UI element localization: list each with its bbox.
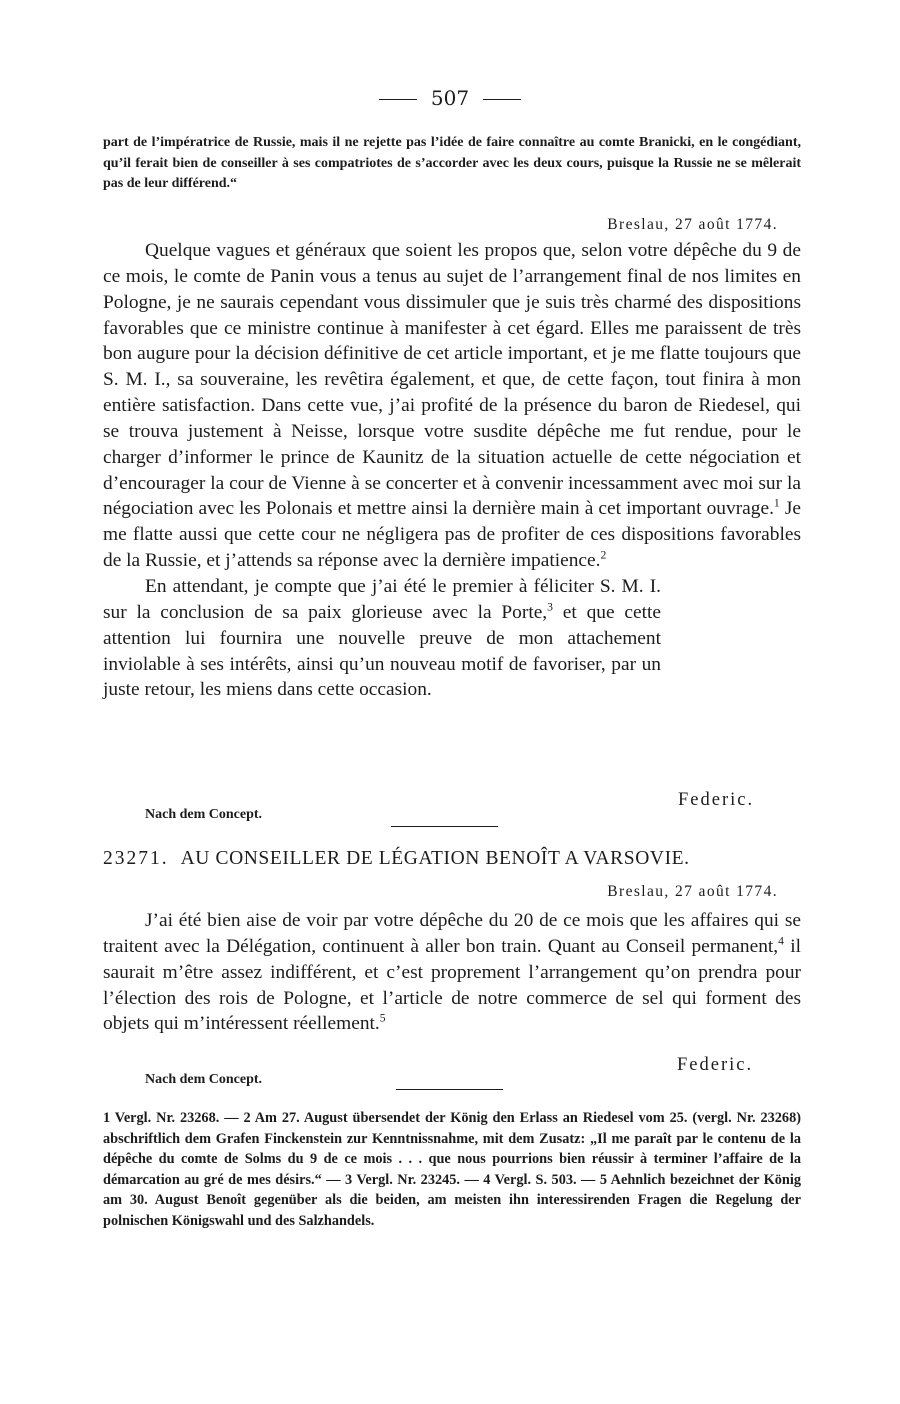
- letter1-signature: Federic.: [678, 790, 755, 810]
- letter1-dateline: Breslau, 27 août 1774.: [607, 216, 778, 233]
- letter1-source-note: Nach dem Concept.: [145, 807, 263, 822]
- page-number: [0, 86, 900, 110]
- letter1-body: [103, 238, 801, 703]
- letter2-heading: [103, 848, 803, 870]
- letter1-paragraph-1: Quelque vagues et généraux que soient les propos que, selon votre dépêche du 9 de ce mois, le comte de Panin vous a tenus au sujet de l’arrangement final de nos limites en Pologne, je ne saurais cependant vous dissimuler que je suis très charmé des dispositions favorables que ce ministre continue à manifester à cet égard. Elles me paraissent de très bon augure pour la décision définitive de cet article important, et je me flatte toujours que S. M. I., sa souveraine, les revêtira également, et que, de cette façon, tout finira à mon entière satisfaction. Dans cette vue, j’ai profité de la présence du baron de Riedesel, qui se trouva justement à Neisse, lorsque votre susdite dépêche me fut rendue, pour le charger d’informer le prince de Kaunitz de la situation actuelle de cette négociation et d’encourager la cour de Vienne à se concerter et à convenir incessamment avec moi sur la négociation avec les Polonais et mettre ainsi la dernière main à cet important ouvrage.$^1$ Je me flatte aussi que cette cour ne négligera pas de profiter de ces dispositions favorables de la Russie, et j’attends sa réponse avec la dernière impatience.$^2$: [103, 240, 801, 572]
- footnotes: 1 Vergl. Nr. 23268. — 2 Am 27. August übersendet der König den Erlass an Riedesel vom 25. (vergl. Nr. 23268) abschriftlich dem Grafen Finckenstein zur Kenntnissnahme, mit dem Zusatz: „Il me paraît par le contenu de la dépêche du comte de Solms du 9 de ce mois . . . que nous pourrions bien réussir à terminer l’affaire de la démarcation au gré de mes désirs.“ — 3 Vergl. Nr. 23245. — 4 Vergl. S. 503. — 5 Aehnlich bezeichnet der König am 30. August Benoît gegenüber als die beiden, am meisten ihn interessirenden Fragen die Regelung der polnischen Königswahl und des Salzhandels.: [103, 1110, 801, 1229]
- letter1-paragraph-2: En attendant, je compte que j’ai été le premier à féliciter S. M. I. sur la conclusion de sa paix glorieuse avec la Porte,$^3$ et que cette attention lui fournira une nouvelle preuve de mon attachement inviolable à ses intérêts, ainsi qu’un nouveau motif de favoriser, par un juste retour, les miens dans cette occasion.: [103, 575, 661, 701]
- footnote-ref-1: 1: [773, 496, 780, 510]
- footnote-ref-4: 4: [778, 934, 784, 948]
- letter2-number: 23271.: [103, 848, 169, 869]
- page-number-value: 507: [430, 86, 470, 110]
- page-number-dash-left: [379, 99, 417, 100]
- letter2-signature: Federic.: [677, 1055, 754, 1075]
- letter2-dateline: Breslau, 27 août 1774.: [607, 883, 778, 900]
- letter2-body: [103, 908, 801, 1037]
- footnote-ref-2: 2: [600, 548, 607, 562]
- page-number-dash-right: [483, 99, 521, 100]
- footnote-ref-3: 3: [547, 600, 553, 614]
- section-divider-1: [391, 826, 498, 827]
- footnote-ref-5: 5: [379, 1011, 386, 1025]
- letter2-source-note: Nach dem Concept.: [145, 1072, 263, 1087]
- letter2-paragraph-1: J’ai été bien aise de voir par votre dépêche du 20 de ce mois que les affaires qui se traitent avec la Délégation, continuent à aller bon train. Quant au Conseil permanent,$^4$ il saurait m’être assez indifférent, et c’est proprement l’arrangement qu’on prendra pour l’élection des rois de Pologne, et l’article de notre commerce de sel qui forment des objets qui m’intéressent réellement.$^5$: [103, 910, 801, 1035]
- letter2-title: AU CONSEILLER DE LÉGATION BENOÎT A VARSOVIE.: [180, 848, 690, 869]
- intro-paragraph: part de l’impératrice de Russie, mais il ne rejette pas l’idée de faire connaître au comte Branicki, en le congédiant, qu’il ferait bien de conseiller à ses compatriotes de s’accorder avec les deux cours, puisque la Russie ne se mêlerait pas de leur différend.“: [103, 135, 801, 191]
- section-divider-2: [396, 1089, 503, 1090]
